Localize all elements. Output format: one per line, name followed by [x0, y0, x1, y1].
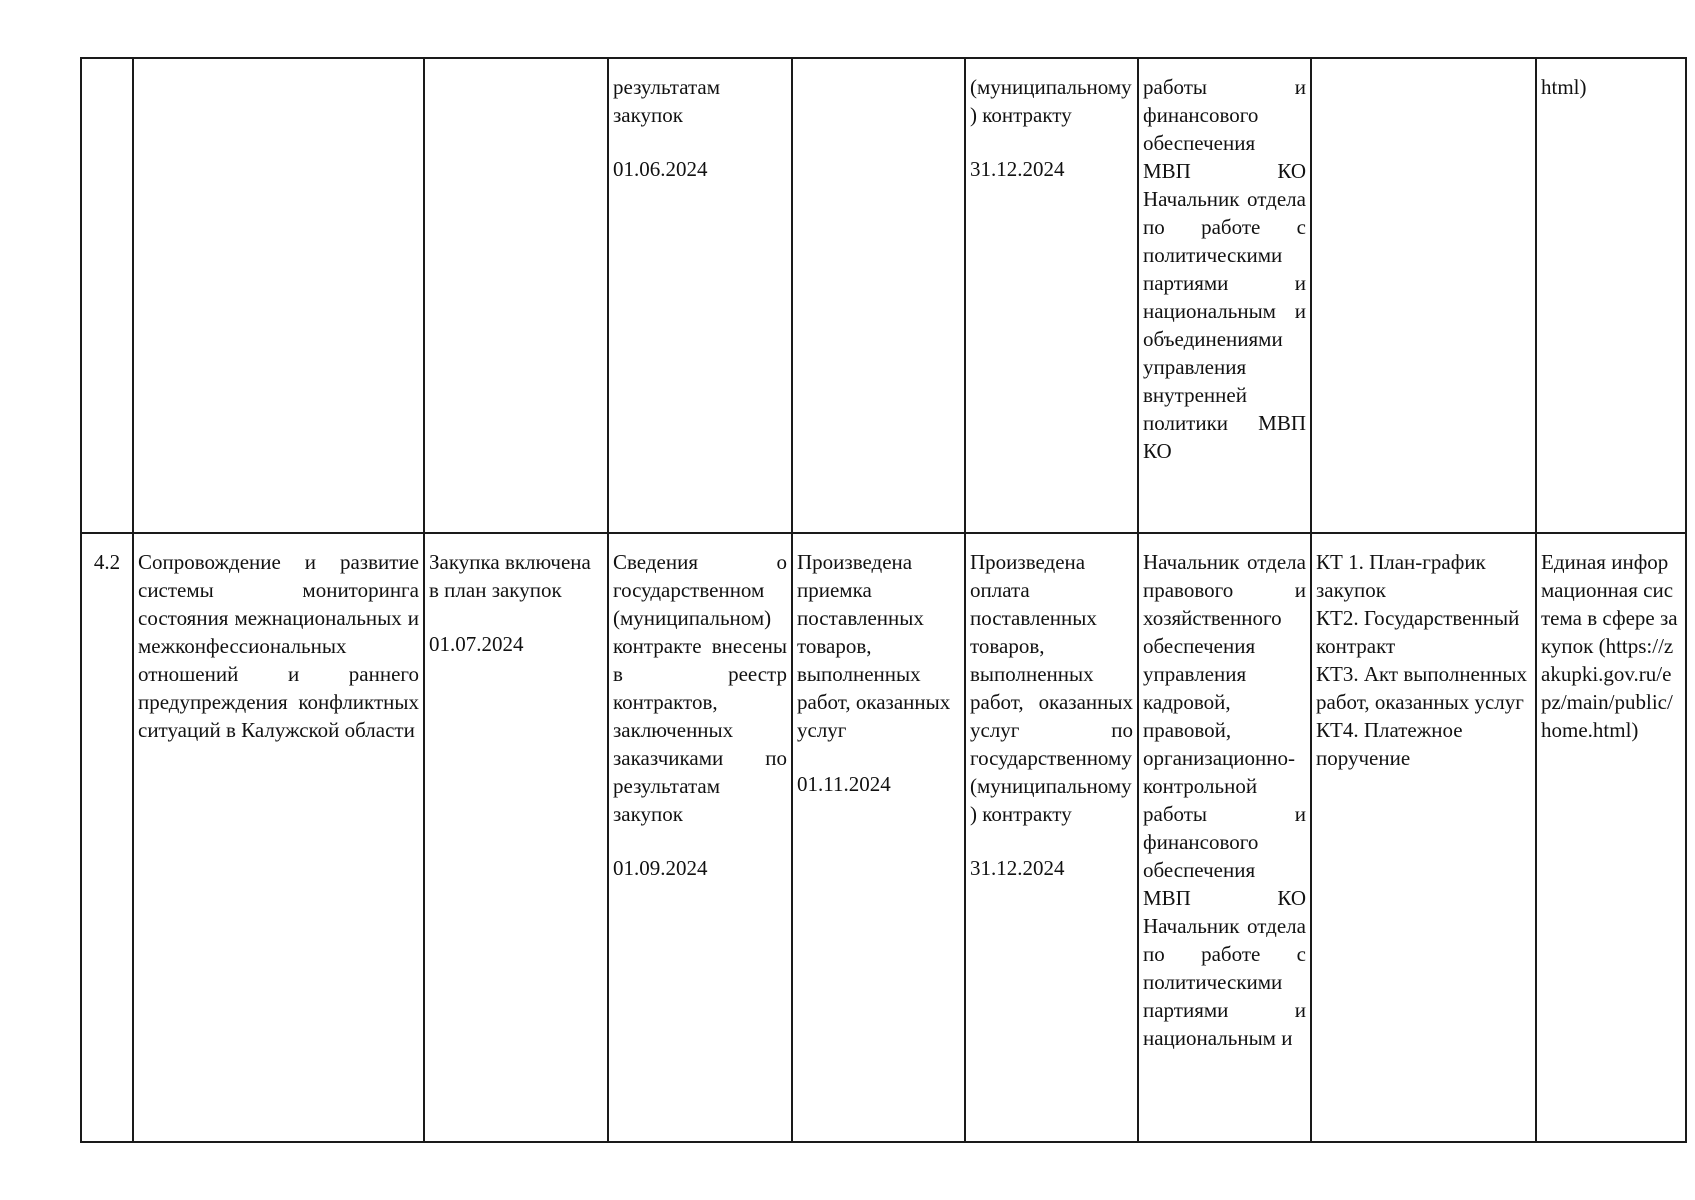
stage-4-date: 31.12.2024	[970, 856, 1065, 880]
stage-1-text: Закупка включена в план закупок	[429, 550, 591, 602]
checkpoint-kt3: КТ3. Акт выполненных работ, оказанных услуг	[1316, 662, 1527, 714]
cell-stage-1	[424, 533, 608, 1142]
cell-responsible	[1138, 533, 1311, 1142]
cell-stage-3	[792, 533, 965, 1142]
info-system-text: html)	[1541, 75, 1587, 99]
stage-1-date: 01.07.2024	[429, 632, 524, 656]
cell-stage-2	[608, 58, 792, 533]
stage-2-date: 01.09.2024	[613, 856, 708, 880]
cell-stage-4	[965, 533, 1138, 1142]
cell-number	[81, 58, 133, 533]
cell-stage-1	[424, 58, 608, 533]
stage-4-text: (муниципальному) контракту	[970, 75, 1132, 127]
cell-stage-4	[965, 58, 1138, 533]
cell-number	[81, 533, 133, 1142]
checkpoint-kt4: КТ4. Платежное поручение	[1316, 718, 1463, 770]
responsible-text: Начальник отдела правового и хозяйственного обеспечения управления кадровой, правовой, организационно-контрольной работы и финансового обеспечения МВП КО Начальник отдела по работе с политическими партиями и национальным и	[1143, 550, 1306, 1050]
checkpoint-kt2: КТ2. Государственный контракт	[1316, 606, 1520, 658]
table-row	[81, 58, 1686, 533]
row-number: 4.2	[93, 550, 121, 574]
cell-stage-2	[608, 533, 792, 1142]
table-row	[81, 533, 1686, 1142]
cell-checkpoints	[1311, 533, 1536, 1142]
cell-info-system	[1536, 58, 1686, 533]
cell-info-system	[1536, 533, 1686, 1142]
cell-responsible	[1138, 58, 1311, 533]
stage-2-date: 01.06.2024	[613, 157, 708, 181]
plan-table	[80, 57, 1687, 1143]
stage-4-text: Произведена оплата поставленных товаров, выполненных работ, оказанных услуг по государственному (муниципальному) контракту	[970, 550, 1133, 826]
event-name: Сопровождение и развитие системы мониторинга состояния межнациональных и межконфессиональных отношений и раннего предупреждения конфликтных ситуаций в Калужской области	[138, 550, 419, 742]
checkpoint-kt1: КТ 1. План-график закупок	[1316, 550, 1486, 602]
cell-name	[133, 58, 424, 533]
stage-2-text: результатам закупок	[613, 75, 721, 127]
cell-name	[133, 533, 424, 1142]
stage-3-date: 01.11.2024	[797, 772, 891, 796]
stage-3-text: Произведена приемка поставленных товаров, выполненных работ, оказанных услуг	[797, 550, 951, 742]
stage-2-text: Сведения о государственном (муниципальном) контракте внесены в реестр контрактов, заключенных заказчиками по результатам закупок	[613, 550, 787, 826]
cell-stage-3	[792, 58, 965, 533]
responsible-text: работы и финансового обеспечения МВП КО Начальник отдела по работе с политическими партиями и национальным и объединениями управления внутренней политики МВП КО	[1143, 75, 1306, 463]
stage-4-date: 31.12.2024	[970, 157, 1065, 181]
info-system-text: Единая информационная система в сфере закупок (https://zakupki.gov.ru/epz/main/public/home.html)	[1541, 550, 1678, 742]
cell-checkpoints	[1311, 58, 1536, 533]
